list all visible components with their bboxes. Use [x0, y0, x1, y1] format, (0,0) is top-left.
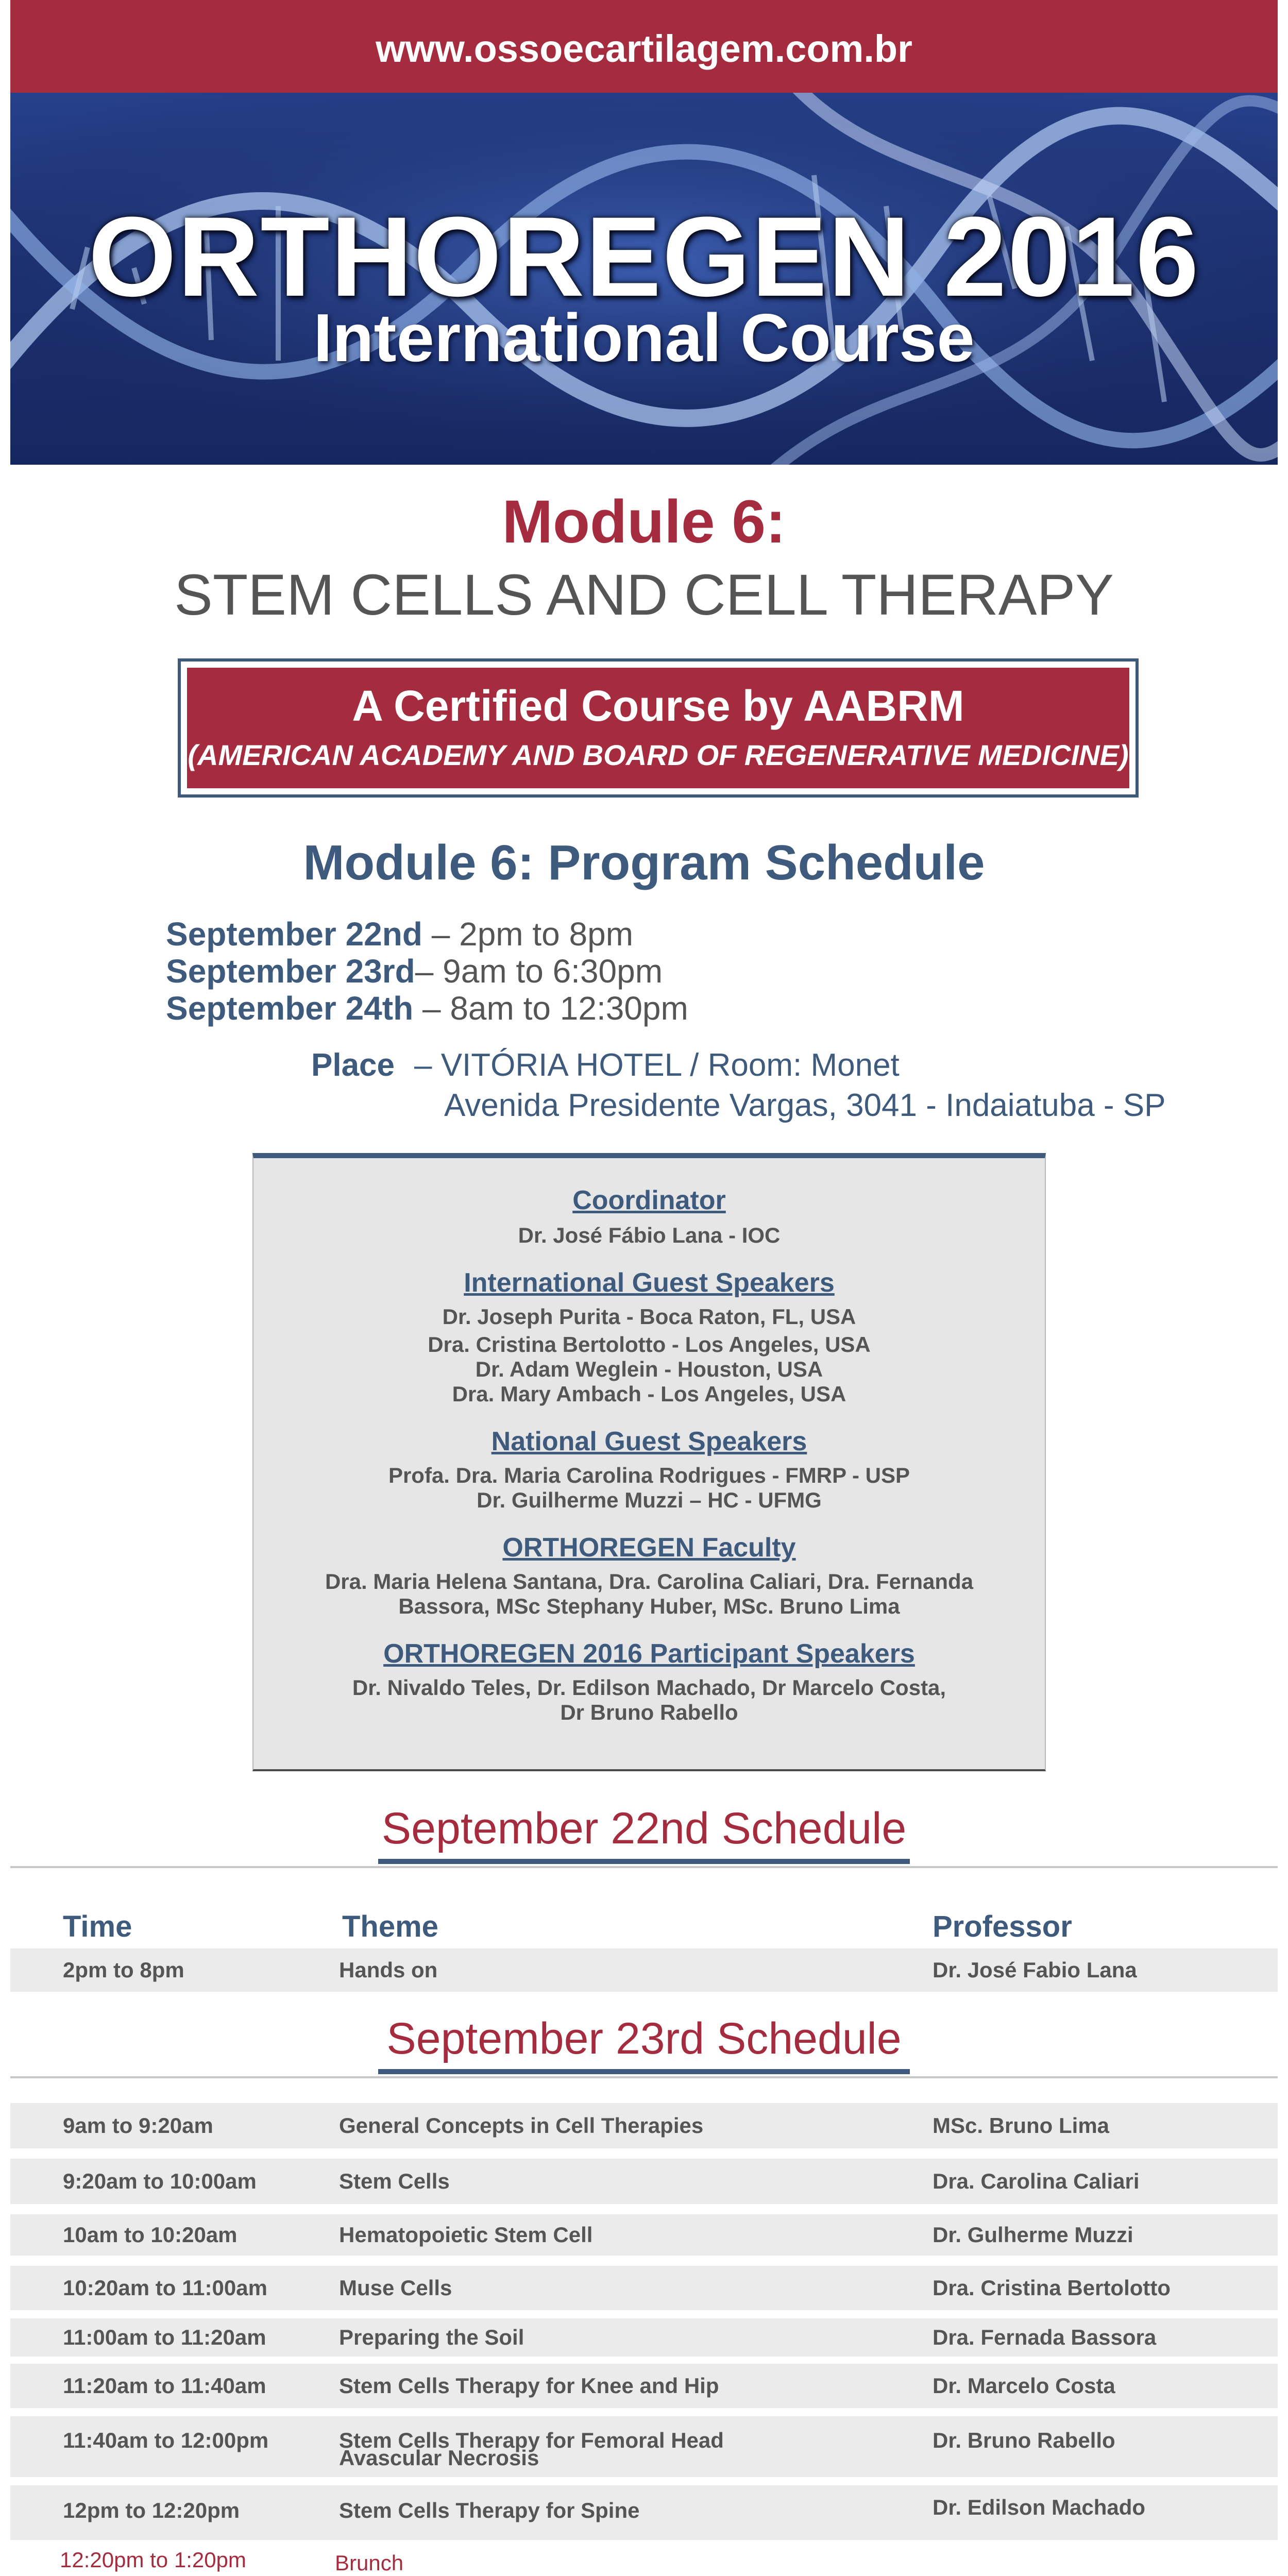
date-day: September 23rd	[166, 953, 415, 990]
table-row	[10, 1948, 1278, 1992]
row-theme: Stem Cells Therapy for Spine	[339, 2498, 640, 2522]
row-professor: Dra. Fernada Bassora	[933, 2325, 1157, 2349]
faculty-heading: National Guest Speakers	[491, 1427, 807, 1456]
row-theme: Brunch	[335, 2551, 404, 2575]
faculty-line: Dra. Cristina Bertolotto - Los Angeles, USA	[428, 1332, 871, 1357]
certification-title: A Certified Course by AABRM	[352, 682, 964, 730]
table-row	[10, 2214, 1278, 2256]
row-theme: Stem Cells Therapy for Knee and Hip	[339, 2374, 719, 2398]
faculty-heading: ORTHOREGEN 2016 Participant Speakers	[383, 1639, 915, 1669]
faculty-box	[252, 1153, 1046, 1771]
certification-box	[178, 658, 1139, 798]
place-label: Place	[311, 1047, 395, 1083]
row-professor: Dr. Edilson Machado	[933, 2495, 1146, 2519]
program-schedule-title: Module 6: Program Schedule	[303, 835, 985, 890]
table-row	[10, 2103, 1278, 2148]
place-venue: – VITÓRIA HOTEL / Room: Monet	[414, 1047, 900, 1083]
row-time: 9am to 9:20am	[63, 2113, 213, 2138]
date-time: – 2pm to 8pm	[422, 916, 634, 953]
row-time: 10:20am to 11:00am	[63, 2276, 267, 2300]
faculty-heading: International Guest Speakers	[464, 1268, 835, 1298]
row-theme: Stem Cells	[339, 2169, 450, 2193]
row-time: 12:20pm to 1:20pm	[60, 2548, 246, 2572]
module-subtitle: STEM CELLS AND CELL THERAPY	[174, 563, 1114, 627]
hero-banner	[10, 93, 1278, 465]
row-theme: Hands on	[339, 1958, 438, 1982]
row-professor: Dr. José Fabio Lana	[933, 1958, 1137, 1982]
date-time: – 8am to 12:30pm	[413, 990, 688, 1027]
module-title: Module 6:	[502, 488, 786, 556]
section-divider	[10, 1866, 1278, 1868]
row-time: 11:20am to 11:40am	[63, 2374, 266, 2398]
row-time: 11:00am to 11:20am	[63, 2325, 266, 2349]
faculty-line: Bassora, MSc Stephany Huber, MSc. Bruno Lima	[398, 1594, 900, 1618]
faculty-line: Profa. Dra. Maria Carolina Rodrigues - FMRP - USP	[388, 1463, 910, 1487]
row-time: 2pm to 8pm	[63, 1958, 184, 1982]
row-time: 10am to 10:20am	[63, 2223, 238, 2247]
date-line	[166, 952, 663, 990]
table-row	[10, 2364, 1278, 2408]
table-row	[10, 2485, 1278, 2540]
course-subtitle: International Course	[313, 300, 975, 376]
place-address: Avenida Presidente Vargas, 3041 - Indaiatuba - SP	[444, 1088, 1166, 1123]
section-divider	[10, 2076, 1278, 2078]
date-line	[166, 915, 633, 953]
faculty-line: Dra. Maria Helena Santana, Dra. Carolina Caliari, Dra. Fernanda	[325, 1569, 974, 1594]
row-theme-continued: Avascular Necrosis	[339, 2446, 539, 2470]
faculty-line: Dr. José Fábio Lana - IOC	[518, 1223, 781, 1247]
table-row	[10, 2159, 1278, 2204]
table-row	[10, 2416, 1278, 2477]
faculty-line: Dr. Adam Weglein - Houston, USA	[475, 1357, 823, 1381]
certification-subtitle: (AMERICAN ACADEMY AND BOARD OF REGENERATIVE MEDICINE)	[188, 739, 1129, 771]
row-theme: Preparing the Soil	[339, 2325, 524, 2349]
faculty-line: Dr. Joseph Purita - Boca Raton, FL, USA	[442, 1304, 856, 1329]
table-row	[10, 2266, 1278, 2310]
faculty-line: Dr. Guilherme Muzzi – HC - UFMG	[477, 1488, 822, 1512]
column-header-time: Time	[63, 1910, 132, 1943]
schedule-23-title: September 23rd Schedule	[386, 2014, 902, 2063]
row-theme: Muse Cells	[339, 2276, 452, 2300]
faculty-line: Dra. Mary Ambach - Los Angeles, USA	[452, 1382, 846, 1406]
row-professor: Dr. Bruno Rabello	[933, 2428, 1115, 2452]
row-time: 12pm to 12:20pm	[63, 2498, 240, 2522]
column-header-theme: Theme	[342, 1910, 438, 1943]
faculty-line: Dr Bruno Rabello	[560, 1700, 738, 1724]
date-day: September 24th	[166, 990, 414, 1027]
row-theme: Stem Cells Therapy for Femoral Head	[339, 2428, 724, 2452]
column-header-professor: Professor	[933, 1910, 1072, 1943]
row-theme: General Concepts in Cell Therapies	[339, 2113, 704, 2138]
faculty-heading: Coordinator	[572, 1185, 726, 1215]
row-time: 9:20am to 10:00am	[63, 2169, 257, 2193]
faculty-heading: ORTHOREGEN Faculty	[502, 1533, 796, 1563]
date-day: September 22nd	[166, 916, 422, 953]
table-row	[10, 2318, 1278, 2357]
row-professor: Dr. Gulherme Muzzi	[933, 2223, 1133, 2247]
course-title: ORTHOREGEN 2016	[88, 193, 1200, 320]
row-professor: Dra. Cristina Bertolotto	[933, 2276, 1171, 2300]
date-line	[166, 989, 688, 1027]
section-underline	[378, 1859, 910, 1864]
break-row	[10, 2544, 1278, 2576]
row-professor: Dra. Carolina Caliari	[933, 2169, 1140, 2193]
date-time: – 9am to 6:30pm	[415, 953, 663, 990]
row-theme: Hematopoietic Stem Cell	[339, 2223, 593, 2247]
schedule-22-title: September 22nd Schedule	[381, 1804, 907, 1853]
section-underline	[378, 2069, 910, 2074]
row-professor: MSc. Bruno Lima	[933, 2113, 1110, 2138]
website-banner[interactable]: www.ossoecartilagem.com.br	[10, 0, 1278, 93]
row-time: 11:40am to 12:00pm	[63, 2428, 269, 2452]
faculty-line: Dr. Nivaldo Teles, Dr. Edilson Machado, Dr Marcelo Costa,	[352, 1675, 946, 1700]
row-professor: Dr. Marcelo Costa	[933, 2374, 1115, 2398]
